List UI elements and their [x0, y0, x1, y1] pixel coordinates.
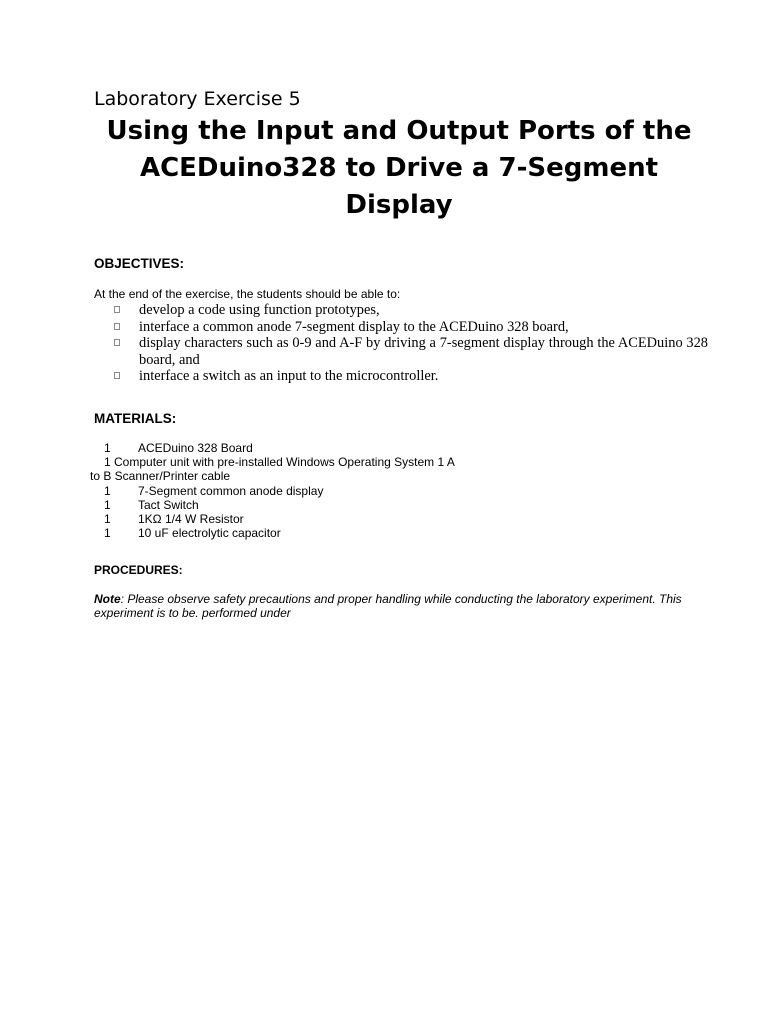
- material-row: [104, 441, 524, 455]
- material-qty: 1: [104, 526, 111, 541]
- material-qty: 1: [104, 441, 111, 455]
- materials-list: [90, 441, 524, 541]
- material-row: [104, 498, 524, 512]
- lab-exercise-label: Laboratory Exercise 5: [94, 88, 301, 110]
- material-name: ACEDuino 328 Board: [138, 441, 253, 455]
- material-name: 1KΩ 1/4 W Resistor: [138, 512, 244, 527]
- note-text: : Please observe safety precautions and proper handling while conducting the laboratory experiment. This experiment is to be. performed under: [94, 592, 682, 620]
- objectives-heading: OBJECTIVES:: [94, 256, 185, 271]
- objective-text: interface a switch as an input to the microcontroller.: [139, 368, 439, 384]
- material-combined: [90, 455, 488, 484]
- material-row: [90, 455, 524, 484]
- objectives-list: [114, 302, 708, 385]
- bullet-box-icon: [114, 372, 120, 379]
- bullet-box-icon: [114, 306, 120, 313]
- objective-text: interface a common anode 7-segment display to the ACEDuino 328 board,: [139, 318, 569, 335]
- material-qty: 1: [104, 497, 111, 512]
- title-line-1: Using the Input and Output Ports of the: [106, 116, 692, 146]
- material-name: Tact Switch: [138, 497, 199, 512]
- objective-item: [114, 368, 708, 385]
- objective-text: display characters such as 0-9 and A-F by driving a 7-segment display through the ACEDuino 328 board, and: [139, 335, 708, 368]
- objective-item: [114, 302, 708, 319]
- objective-item: [114, 319, 708, 336]
- document-title: [90, 113, 708, 224]
- material-line: to B Scanner/Printer cable: [90, 469, 231, 484]
- bullet-box-icon: [114, 339, 120, 346]
- material-qty: 1: [104, 483, 111, 498]
- bullet-box-icon: [114, 323, 120, 330]
- material-row: [104, 512, 524, 526]
- objective-text: develop a code using function prototypes,: [139, 302, 380, 318]
- material-name: 7-Segment common anode display: [138, 483, 324, 498]
- procedures-note: [94, 592, 734, 620]
- note-label: Note: [94, 592, 121, 606]
- title-line-3: Display: [345, 190, 453, 220]
- material-line: 1 Computer unit with pre-installed Windows Operating System 1 A: [104, 455, 455, 470]
- material-row: [104, 526, 524, 540]
- material-qty: 1: [104, 512, 111, 527]
- title-line-2: ACEDuino328 to Drive a 7-Segment: [139, 153, 659, 183]
- procedures-heading: PROCEDURES:: [94, 563, 183, 577]
- material-row: [104, 484, 524, 498]
- objective-item: [114, 335, 708, 368]
- objectives-intro: At the end of the exercise, the students should be able to:: [94, 287, 401, 301]
- materials-heading: MATERIALS:: [94, 411, 177, 426]
- material-name: 10 uF electrolytic capacitor: [138, 526, 281, 541]
